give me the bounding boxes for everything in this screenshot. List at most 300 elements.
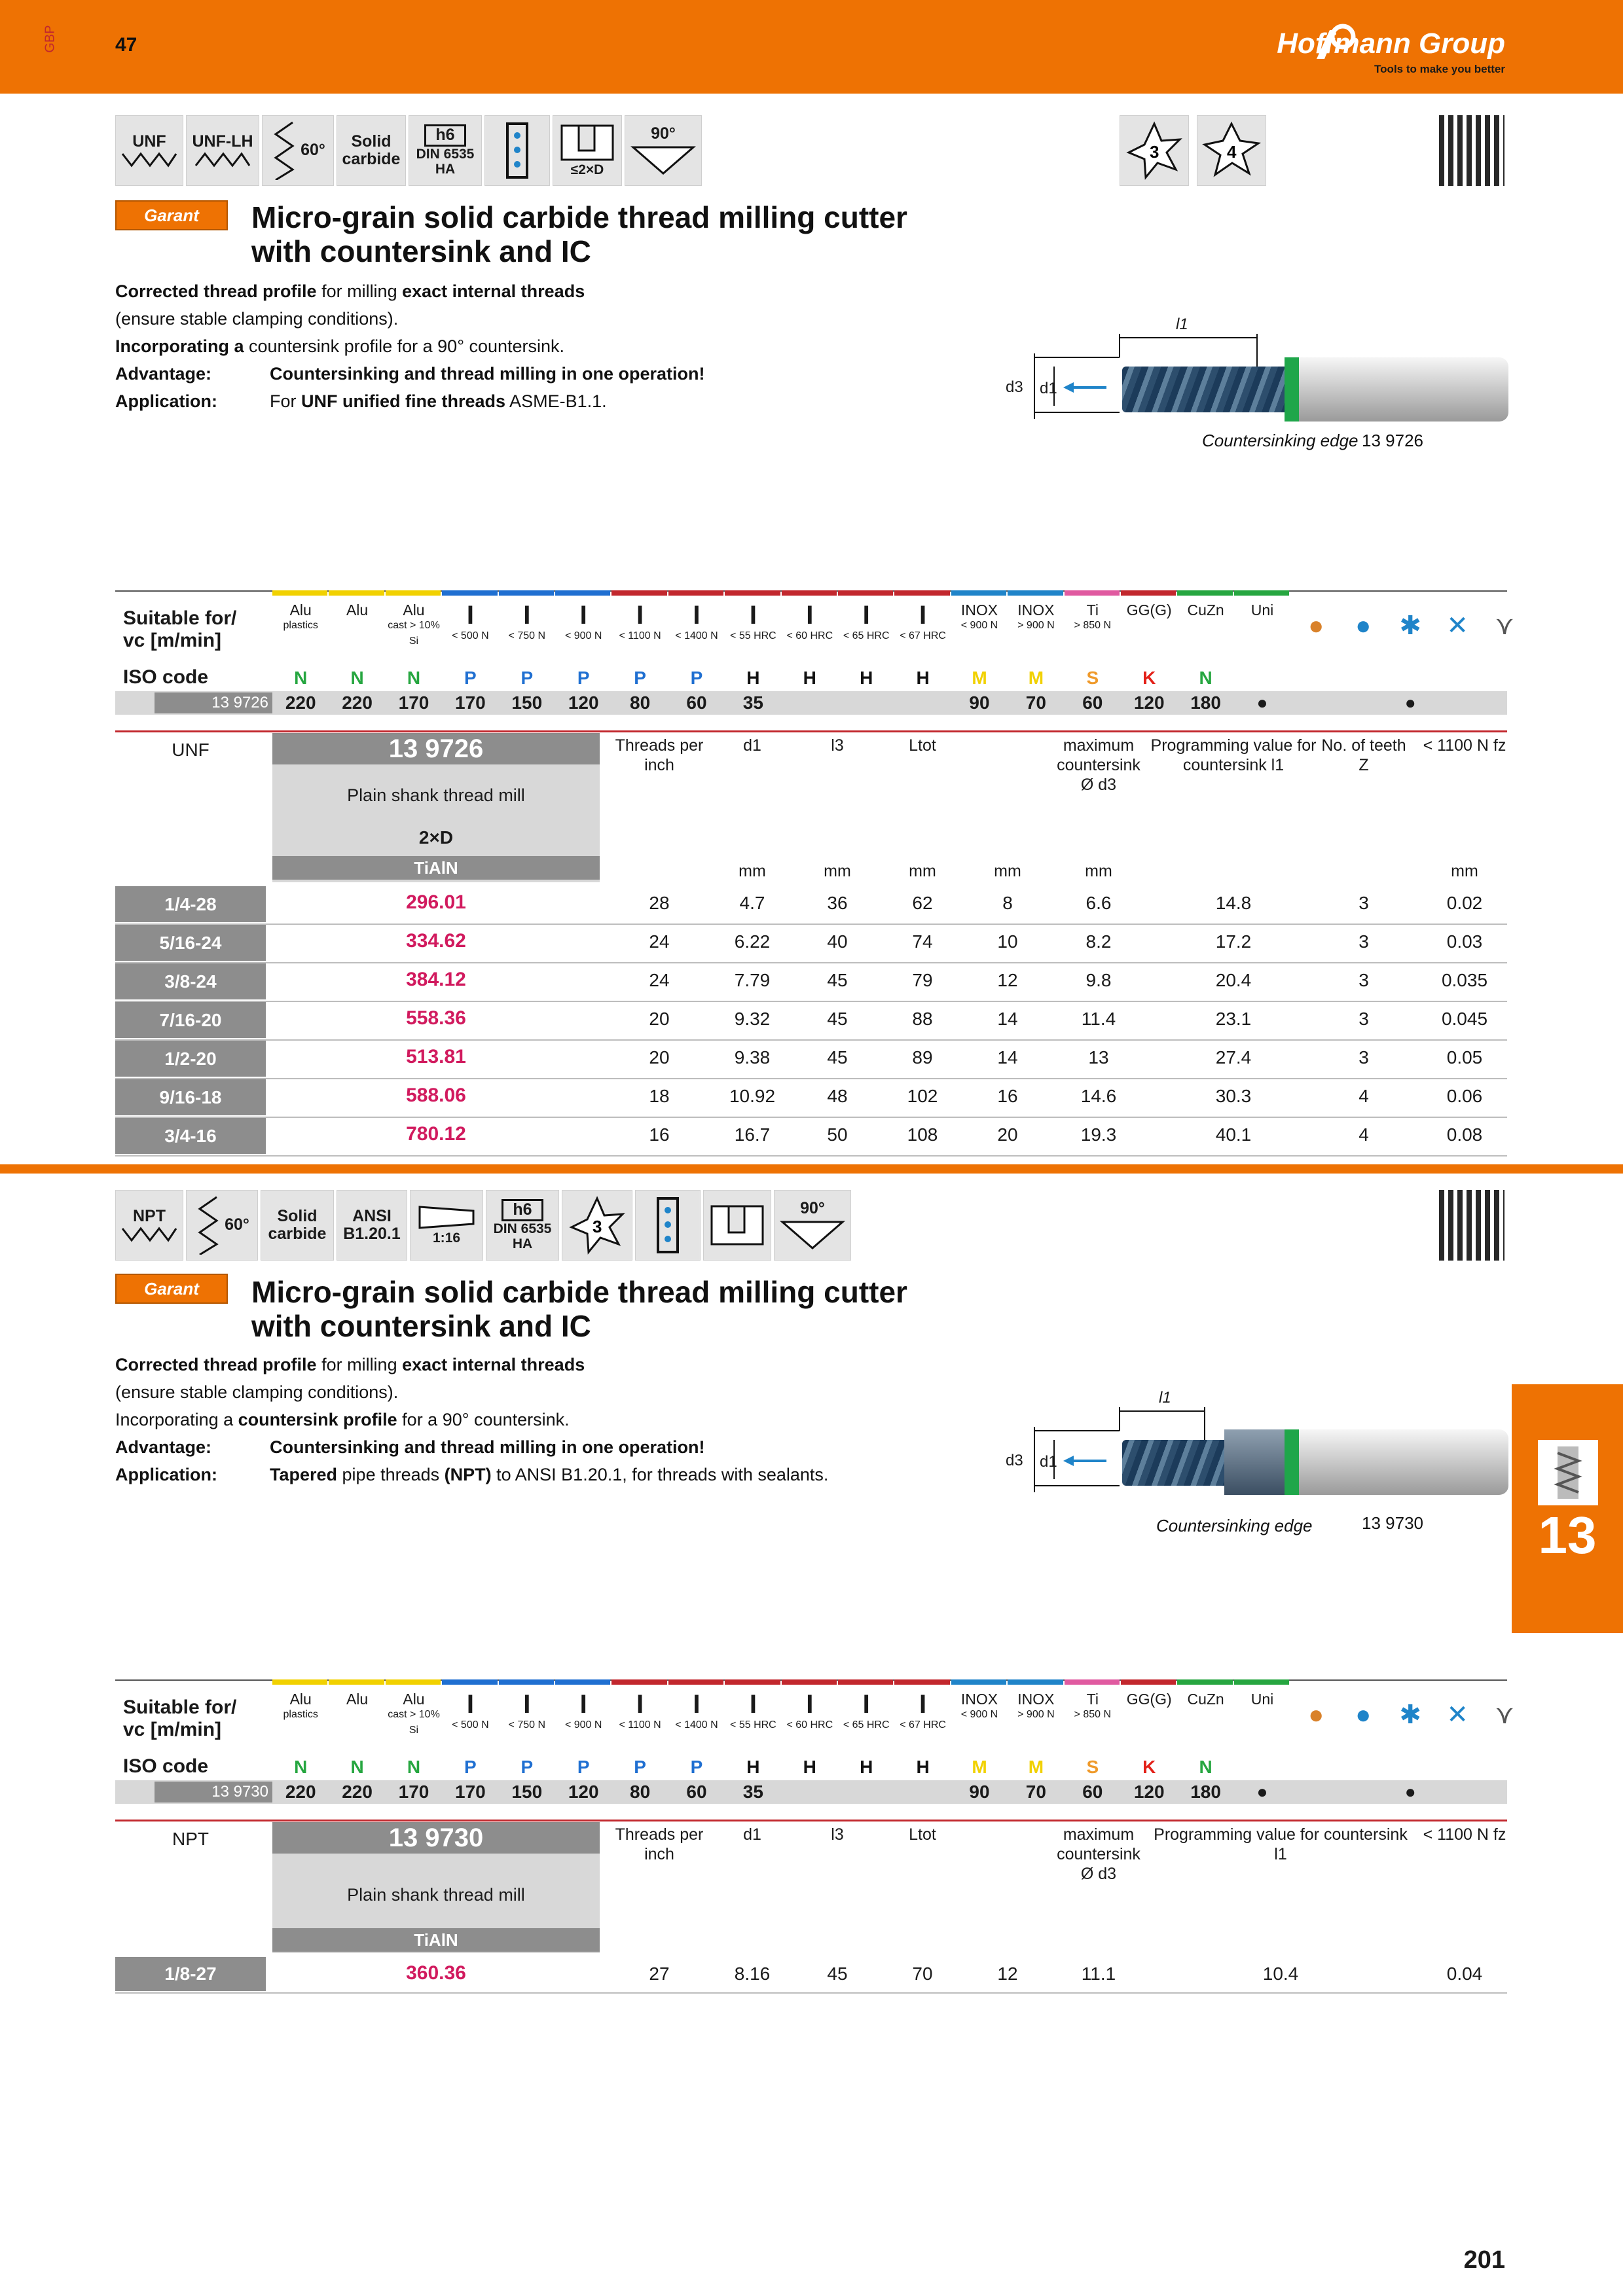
material-name: Alu: [289, 601, 312, 619]
angle-60-icon: [186, 1190, 258, 1261]
garant-logo: Garant: [115, 1274, 228, 1304]
cutting-speed-value: 180: [1190, 1782, 1221, 1802]
tool-shank: [1299, 357, 1508, 422]
table-cell: 8.16: [734, 1964, 771, 1984]
iso-code: H: [860, 1757, 873, 1777]
steel-beam-icon: I: [523, 1690, 531, 1719]
iso-code: N: [1199, 668, 1213, 688]
desc-bold-1: Corrected thread profile: [115, 1355, 317, 1374]
table-cell: 16.7: [734, 1124, 771, 1145]
garant-logo: Garant: [115, 200, 228, 230]
iso-code: S: [1086, 1757, 1099, 1777]
material-header: [1177, 602, 1233, 618]
iso-code-label: ISO code: [123, 666, 209, 688]
cutting-speed-value: 60: [686, 1782, 707, 1802]
material-header: [329, 602, 385, 618]
column-unit: mm: [909, 862, 936, 880]
material-name: INOX: [960, 1691, 998, 1708]
unf-thread-icon: [115, 115, 183, 186]
material-spec: < 1400 N: [675, 630, 718, 641]
row-divider: [115, 1039, 1507, 1041]
material-color-bar: [725, 1679, 780, 1685]
material-color-bar: [272, 1679, 327, 1685]
iso-code: N: [407, 668, 421, 688]
steel-beam-icon: I: [919, 1690, 927, 1719]
material-color-bar: [894, 590, 949, 596]
steel-beam-icon: I: [523, 601, 531, 630]
iso-code: H: [803, 668, 816, 688]
thread-profile-icon: [121, 1226, 177, 1243]
material-color-bar: [329, 590, 384, 596]
material-spec: < 500 N: [452, 1719, 489, 1731]
material-spec: > 900 N: [1017, 620, 1055, 631]
cutting-speed-value: 35: [742, 692, 763, 713]
coating: TiAlN: [272, 1928, 600, 1952]
suitability-table: [115, 1679, 1514, 1806]
cutting-speed-value: 150: [511, 692, 543, 713]
table-cell: 0.05: [1446, 1047, 1483, 1067]
table-cell: 7.79: [734, 970, 771, 990]
shank-h6-icon: [486, 1190, 559, 1261]
price-link[interactable]: 360.36: [406, 1962, 466, 1984]
column-unit: mm: [1451, 862, 1478, 880]
length-code: 2×D: [418, 827, 454, 848]
table-cell: 11.4: [1081, 1009, 1116, 1029]
price-link[interactable]: 296.01: [406, 891, 466, 913]
material-color-bar: [272, 590, 327, 596]
icon-label-solid-carbide: Solid carbide: [268, 1206, 327, 1243]
table-cell: 24: [649, 931, 670, 952]
material-header: [329, 1691, 385, 1707]
iso-code: H: [916, 668, 930, 688]
material-name: INOX: [1017, 601, 1055, 619]
iso-code: H: [746, 668, 760, 688]
cutting-speed-value: 120: [568, 692, 599, 713]
material-header: [1065, 1691, 1121, 1723]
tool-neck: [1224, 1429, 1286, 1495]
material-header: [951, 1691, 1008, 1723]
column-header: d1: [743, 736, 761, 755]
advantage-text: Countersinking and thread milling in one operation!: [270, 364, 705, 384]
table-cell: 13: [1088, 1047, 1109, 1067]
material-name: Ti: [1086, 1691, 1099, 1708]
advantage-label: Advantage:: [115, 364, 212, 384]
thread-mill-chapter-icon: [1538, 1440, 1598, 1505]
row-divider: [115, 962, 1507, 963]
material-header: [1008, 1691, 1064, 1723]
material-name: Ti: [1086, 601, 1099, 619]
article-number: 13 9730: [272, 1822, 600, 1854]
steel-beam-icon: I: [579, 1690, 587, 1719]
water-drop-icon: ●: [1355, 1700, 1372, 1729]
material-color-bar: [951, 590, 1006, 596]
product-table: [115, 730, 1507, 1149]
iso-code: P: [577, 1757, 590, 1777]
d1-label: d1: [1040, 1453, 1057, 1471]
material-header: [272, 602, 329, 634]
table-cell: 45: [827, 1964, 848, 1984]
material-name: Alu: [403, 601, 425, 619]
thread-type: NPT: [172, 1829, 209, 1849]
suitable-label-2: vc [m/min]: [123, 1719, 222, 1740]
desc-bold-3: countersink profile: [238, 1410, 397, 1429]
desc-text-3: countersink profile for a 90° countersink.: [244, 336, 565, 356]
desc-bold-3: Incorporating a: [115, 336, 244, 356]
cutting-speed-value: 90: [969, 692, 990, 713]
material-name: Alu: [346, 1691, 369, 1708]
icon-label-depth: ≤2×D: [570, 162, 604, 178]
material-spec: cast > 10% Si: [388, 620, 440, 647]
iso-code: N: [1199, 1757, 1213, 1777]
icon-label-npt: NPT: [133, 1207, 166, 1226]
application-text-b: UNF unified fine threads: [301, 391, 506, 411]
title-line-1: Micro-grain solid carbide thread milling cutter: [251, 1275, 907, 1309]
price-link[interactable]: 780.12: [406, 1123, 466, 1145]
iso-code: P: [634, 668, 646, 688]
material-name: Alu: [289, 1691, 312, 1708]
material-spec: < 750 N: [508, 1719, 546, 1731]
table-cell: 17.2: [1215, 931, 1252, 952]
material-color-bar: [1065, 590, 1120, 596]
table-cell: 14.6: [1080, 1086, 1117, 1106]
price-link[interactable]: 334.62: [406, 930, 466, 952]
price-link[interactable]: 588.06: [406, 1085, 466, 1106]
steel-beam-icon: I: [862, 601, 870, 630]
desc-line-2: (ensure stable clamping conditions).: [115, 1382, 399, 1402]
table-cell: 48: [827, 1086, 848, 1106]
article-code: 13 9726: [155, 692, 272, 713]
material-color-bar: [386, 1679, 441, 1685]
material-header: [1234, 1691, 1290, 1707]
l1-label: l1: [1176, 315, 1188, 333]
table-cell: 74: [912, 931, 933, 952]
drawing-code: 13 9726: [1362, 431, 1423, 450]
application-text-a: Tapered: [270, 1465, 338, 1484]
material-spec: plastics: [283, 1709, 318, 1720]
table-cell: 10.92: [729, 1086, 776, 1106]
material-name: Uni: [1250, 1691, 1274, 1708]
column-header: maximum countersink Ø d3: [1057, 1825, 1140, 1883]
title-line-2: with countersink and IC: [251, 1309, 591, 1343]
steel-beam-icon: I: [919, 601, 927, 630]
teeth-4-label: 4: [1227, 142, 1237, 162]
cutting-speed-value: 170: [455, 692, 486, 713]
price-link[interactable]: 513.81: [406, 1046, 466, 1067]
material-color-bar: [1121, 590, 1176, 596]
steel-beam-icon: I: [749, 1690, 757, 1719]
column-header: d1: [743, 1825, 761, 1844]
material-color-bar: [386, 590, 441, 596]
material-header: [386, 602, 442, 649]
column-header: l3: [831, 1825, 844, 1844]
table-cell: 45: [827, 1009, 848, 1029]
material-header: [951, 602, 1008, 634]
table-cell: 89: [912, 1047, 933, 1067]
material-color-bar: [442, 590, 497, 596]
material-header: [1121, 602, 1177, 618]
column-header: < 1100 N fz: [1423, 1825, 1506, 1844]
material-name: Uni: [1250, 601, 1274, 619]
cutting-speed-value: 60: [1082, 692, 1103, 713]
iso-code: M: [1028, 668, 1044, 688]
icon-label-h6: h6: [501, 1199, 543, 1221]
table-cell: 9.38: [734, 1047, 771, 1067]
suitable-for-label: [123, 1696, 236, 1741]
material-color-bar: [668, 1679, 723, 1685]
material-header: [1065, 602, 1121, 634]
table-cell: 20: [649, 1009, 670, 1029]
oil-drop-icon: ●: [1308, 611, 1324, 640]
suitable-label-2: vc [m/min]: [123, 630, 222, 651]
column-header: No. of teeth Z: [1321, 736, 1406, 774]
page-number: 201: [1463, 2246, 1505, 2274]
material-spec: > 850 N: [1074, 1709, 1112, 1720]
solid-carbide-icon: [261, 1190, 334, 1261]
desc-bold-2: exact internal threads: [402, 281, 585, 301]
table-cell: 28: [649, 893, 670, 913]
column-header: < 1100 N fz: [1423, 736, 1506, 755]
table-cell: 40.1: [1215, 1124, 1252, 1145]
product-description: [115, 278, 705, 415]
price-link[interactable]: 558.36: [406, 1007, 466, 1029]
corner-code: GBP: [43, 25, 58, 53]
thread-size: 3/4-16: [115, 1118, 266, 1154]
table-cell: 62: [912, 893, 933, 913]
icon-label-angle: 60°: [301, 141, 325, 160]
row-divider: [115, 1117, 1507, 1118]
table-cell: 88: [912, 1009, 933, 1029]
material-header: [499, 602, 555, 644]
material-spec: > 850 N: [1074, 620, 1112, 631]
table-cell: 11.1: [1081, 1964, 1116, 1984]
material-spec: < 1100 N: [619, 1719, 661, 1731]
tool-ring: [1285, 1429, 1299, 1495]
material-header: [442, 1691, 498, 1733]
product-description: [115, 1351, 828, 1488]
column-header: Programming value for countersink l1: [1154, 1825, 1408, 1863]
table-cell: 4.7: [739, 893, 765, 913]
iso-code-label: ISO code: [123, 1755, 209, 1777]
table-cell: 20.4: [1215, 970, 1252, 990]
material-spec: < 55 HRC: [730, 1719, 776, 1731]
material-color-bar: [611, 1679, 666, 1685]
cutting-speed-value: 150: [511, 1782, 543, 1802]
cutting-speed-value: 80: [630, 692, 651, 713]
cutting-speed-value: 90: [969, 1782, 990, 1802]
qr-code-icon[interactable]: [1439, 1190, 1504, 1261]
steel-beam-icon: I: [579, 601, 587, 630]
coolant-dot: ●: [1404, 692, 1416, 713]
cutting-speed-value: 180: [1190, 692, 1221, 713]
material-header: [894, 602, 951, 644]
qr-code-icon[interactable]: [1439, 115, 1504, 186]
column-unit: mm: [824, 862, 851, 880]
material-color-bar: [555, 1679, 610, 1685]
chapter-number: 13: [1538, 1506, 1597, 1564]
iso-code: H: [746, 1757, 760, 1777]
column-header: Threads per inch: [615, 1825, 704, 1863]
iso-code: P: [634, 1757, 646, 1777]
d1-label: d1: [1040, 380, 1057, 397]
material-color-bar: [329, 1679, 384, 1685]
application-label: Application:: [115, 1465, 217, 1484]
thread-type: UNF: [172, 740, 210, 760]
table-top-rule: [115, 730, 1507, 732]
ansi-standard-icon: [337, 1190, 407, 1261]
iso-code: K: [1142, 668, 1156, 688]
application-text-b: pipe threads: [337, 1465, 445, 1484]
icon-label-unf: UNF: [132, 132, 166, 151]
material-header: [838, 1691, 894, 1733]
table-top-rule: [115, 1820, 1507, 1821]
material-spec: < 60 HRC: [786, 1719, 833, 1731]
table-cell: 14: [997, 1009, 1018, 1029]
product-table: [115, 1820, 1507, 2003]
application-label: Application:: [115, 391, 217, 411]
table-cell: 14: [997, 1047, 1018, 1067]
material-spec: < 900 N: [564, 630, 602, 641]
thread-size: 3/8-24: [115, 963, 266, 999]
material-spec: < 60 HRC: [786, 630, 833, 641]
cutting-speed-value: 220: [285, 692, 316, 713]
spray-mist-icon: ✱: [1399, 611, 1421, 640]
material-spec: < 900 N: [564, 1719, 602, 1731]
table-cell: 3: [1359, 1009, 1369, 1029]
drawing-code: 13 9730: [1362, 1513, 1423, 1533]
material-color-bar: [611, 590, 666, 596]
article-number: 13 9726: [272, 733, 600, 764]
material-color-bar: [1008, 1679, 1063, 1685]
material-color-bar: [1234, 1679, 1289, 1685]
material-spec: < 900 N: [960, 620, 998, 631]
desc-text-1: for milling: [316, 1355, 403, 1374]
column-unit: mm: [1085, 862, 1112, 880]
icon-label-din: DIN 6535 HA: [416, 146, 475, 177]
desc-bold-1: Corrected thread profile: [115, 281, 317, 301]
steel-beam-icon: I: [636, 1690, 644, 1719]
material-spec: < 900 N: [960, 1709, 998, 1720]
d3-label: d3: [1006, 1452, 1023, 1469]
table-cell: 108: [907, 1124, 938, 1145]
thread-size: 9/16-18: [115, 1079, 266, 1115]
internal-coolant-icon: [484, 115, 550, 186]
material-color-bar: [668, 590, 723, 596]
spray-mist-icon: ✱: [1399, 1700, 1421, 1729]
table-cell: 40: [827, 931, 848, 952]
table-cell: 4: [1359, 1124, 1369, 1145]
table-cell: 0.03: [1446, 931, 1483, 952]
material-header: [1234, 602, 1290, 618]
iso-code: N: [350, 668, 364, 688]
desc-text-3c: for a 90° countersink.: [397, 1410, 570, 1429]
material-name: GG(G): [1126, 601, 1172, 619]
table-cell: 8: [1002, 893, 1013, 913]
air-blast-icon: ⋎: [1495, 1700, 1514, 1729]
thread-size: 7/16-20: [115, 1002, 266, 1038]
price-link[interactable]: 384.12: [406, 969, 466, 990]
material-header: [782, 602, 838, 644]
material-spec: cast > 10% Si: [388, 1709, 440, 1736]
material-color-bar: [499, 1679, 554, 1685]
material-header: [725, 1691, 781, 1733]
table-cell: 19.3: [1080, 1124, 1117, 1145]
steel-beam-icon: I: [806, 601, 814, 630]
iso-code: M: [972, 1757, 987, 1777]
section-separator: [0, 1164, 1623, 1174]
table-cell: 3: [1359, 893, 1369, 913]
table-cell: 4: [1359, 1086, 1369, 1106]
material-header: [386, 1691, 442, 1738]
tool-flute: [1122, 367, 1286, 412]
suitability-table: [115, 590, 1514, 717]
thread-size: 1/2-20: [115, 1041, 266, 1077]
table-cell: 30.3: [1215, 1086, 1252, 1106]
table-cell: 3: [1359, 1047, 1369, 1067]
table-cell: 36: [827, 893, 848, 913]
table-cell: 50: [827, 1124, 848, 1145]
material-header: [499, 1691, 555, 1733]
material-name: INOX: [960, 601, 998, 619]
thread-profile-lh-icon: [194, 151, 251, 168]
teeth-3-label: 3: [593, 1217, 602, 1236]
table-cell: 0.04: [1446, 1964, 1483, 1984]
material-color-bar: [894, 1679, 949, 1685]
table-cell: 9.32: [734, 1009, 771, 1029]
material-spec: < 500 N: [452, 630, 489, 641]
air-blast-icon: ⋎: [1495, 611, 1514, 640]
teeth-4-icon: [1197, 115, 1266, 186]
cutting-speed-value: 170: [455, 1782, 486, 1802]
cutting-speed-value: ●: [1256, 692, 1268, 713]
iso-code: N: [350, 1757, 364, 1777]
material-header: [894, 1691, 951, 1733]
cutting-speed-value: 60: [1082, 1782, 1103, 1802]
material-header: [442, 602, 498, 644]
material-name: Alu: [403, 1691, 425, 1708]
material-name: CuZn: [1187, 601, 1224, 619]
material-spec: < 65 HRC: [843, 630, 890, 641]
material-color-bar: [1065, 1679, 1120, 1685]
iso-code: P: [520, 1757, 534, 1777]
table-cell: 6.22: [734, 931, 771, 952]
title-line-2: with countersink and IC: [251, 234, 591, 268]
steel-beam-icon: I: [466, 1690, 474, 1719]
material-color-bar: [1177, 1679, 1232, 1685]
icon-label-90: 90°: [800, 1199, 825, 1218]
iso-code: N: [294, 1757, 308, 1777]
row-divider: [115, 924, 1507, 925]
article-description: Plain shank thread mill: [347, 785, 525, 805]
table-cell: 3: [1359, 931, 1369, 952]
cutting-speed-value: 60: [686, 692, 707, 713]
cutting-speed-value: 170: [398, 692, 429, 713]
depth-2xd-icon: [553, 115, 622, 186]
table-cell: 79: [912, 970, 933, 990]
iso-code: N: [407, 1757, 421, 1777]
column-unit: mm: [739, 862, 766, 880]
icon-label-h6: h6: [424, 124, 465, 147]
iso-code: P: [577, 668, 590, 688]
l1-label: l1: [1159, 1389, 1171, 1407]
material-color-bar: [1234, 590, 1289, 596]
table-cell: 0.02: [1446, 893, 1483, 913]
blind-hole-icon: [703, 1190, 771, 1261]
table-cell: 10.4: [1262, 1964, 1299, 1984]
material-spec: < 55 HRC: [730, 630, 776, 641]
material-color-bar: [499, 590, 554, 596]
material-color-bar: [838, 1679, 893, 1685]
table-cell: 23.1: [1215, 1009, 1252, 1029]
